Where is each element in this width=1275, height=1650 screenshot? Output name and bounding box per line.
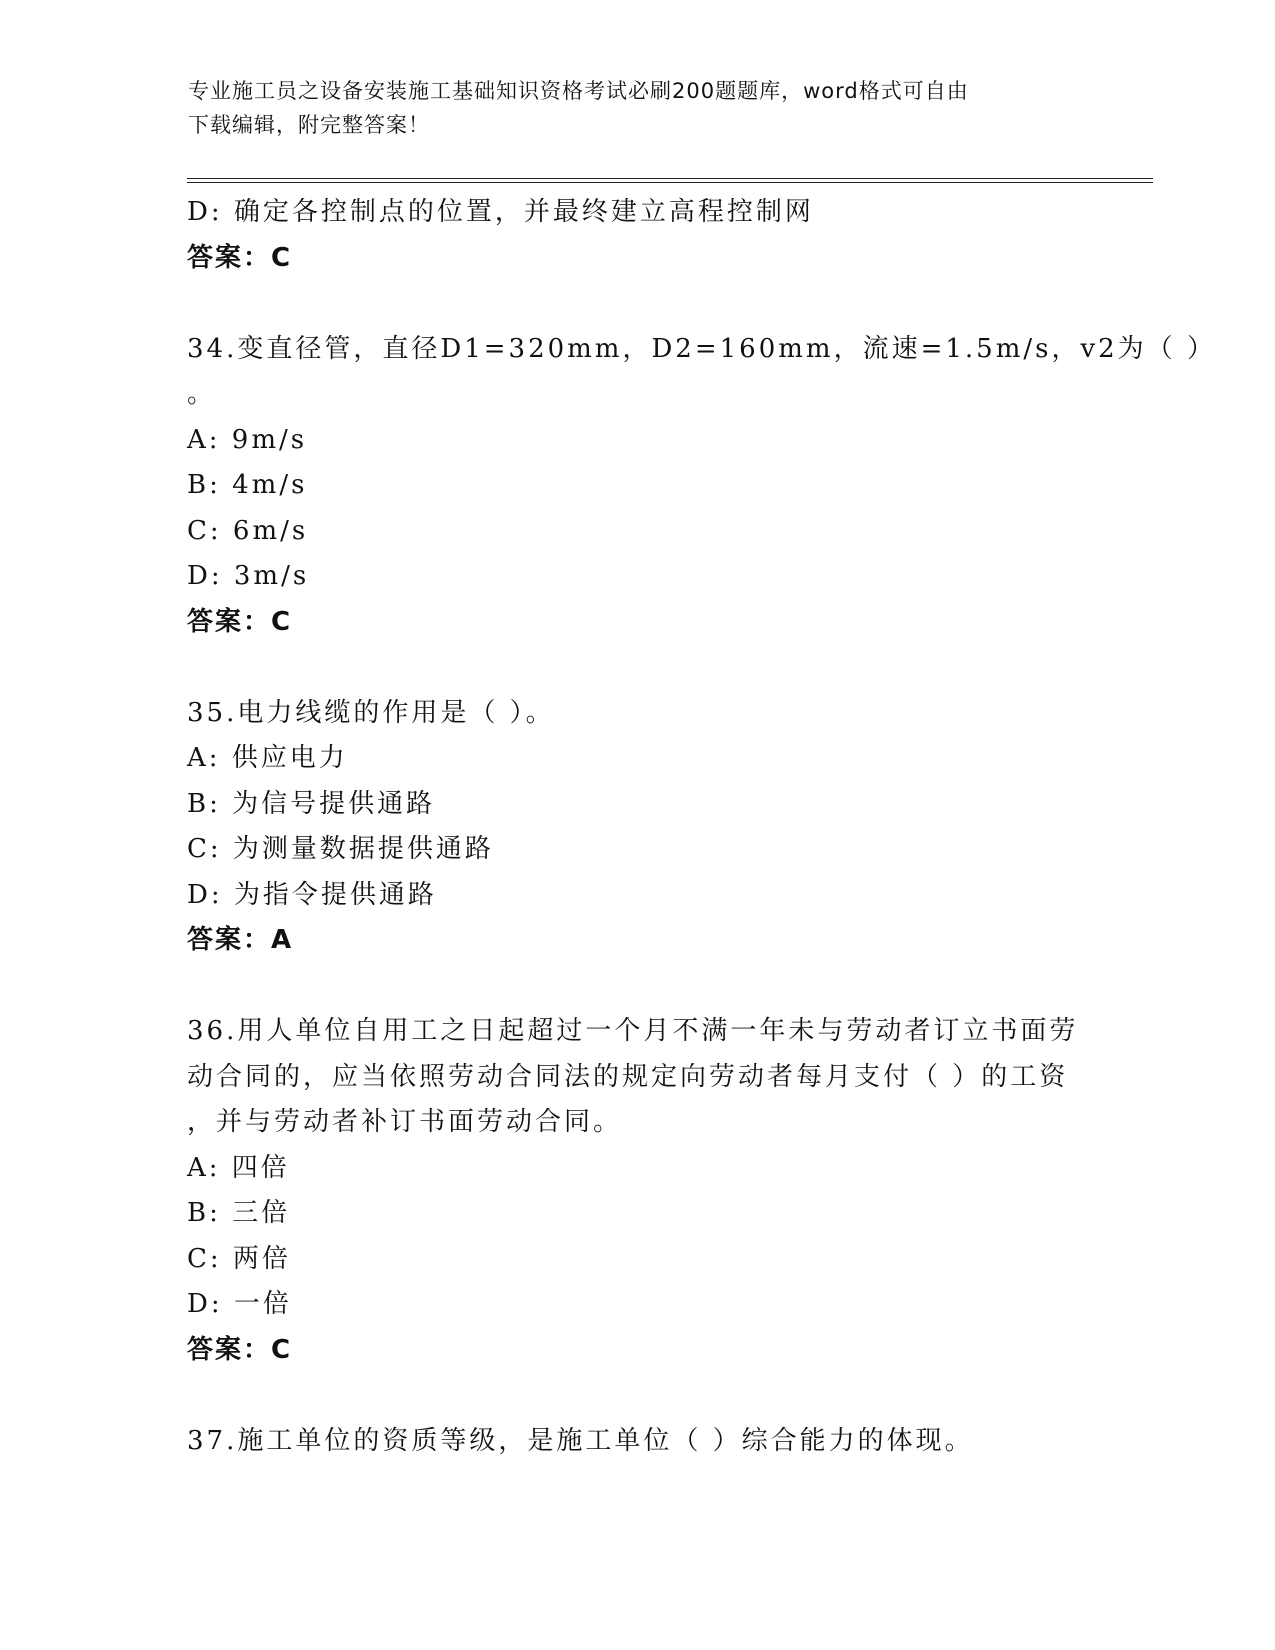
page-header bbox=[188, 74, 1088, 142]
question-36-option-c: C: 两倍 bbox=[187, 1243, 291, 1274]
question-35-answer: 答案：A bbox=[187, 925, 294, 955]
question-36-option-a: A: 四倍 bbox=[187, 1152, 290, 1183]
question-34-option-a: A: 9m/s bbox=[187, 424, 308, 455]
spacer bbox=[187, 964, 1087, 1010]
question-36-stem-line-1: 36.用人单位自用工之日起超过一个月不满一年未与劳动者订立书面劳 bbox=[187, 1016, 1079, 1046]
question-36-option-b: B: 三倍 bbox=[187, 1198, 291, 1228]
question-36-option-d: D: 一倍 bbox=[187, 1289, 292, 1319]
header-title-line-1: 专业施工员之设备安装施工基础知识资格考试必刷200题题库，word格式可自由 bbox=[188, 79, 969, 103]
question-34-stem-line-1: 34.变直径管，直径D1=320mm，D2=160mm，流速=1.5m/s，v2为（ ） bbox=[187, 333, 1216, 364]
question-36-answer: 答案：C bbox=[187, 1334, 293, 1365]
spacer bbox=[187, 645, 1087, 691]
question-36-stem-line-2: 动合同的，应当依照劳动合同法的规定向劳动者每月支付（ ）的工资 bbox=[187, 1061, 1069, 1092]
question-34-stem-line-2: 。 bbox=[187, 379, 217, 409]
question-34-option-b: B: 4m/s bbox=[187, 470, 308, 500]
prev-answer: 答案：C bbox=[187, 242, 293, 273]
question-35-option-b: B: 为信号提供通路 bbox=[187, 788, 436, 819]
prev-option-d: D: 确定各控制点的位置，并最终建立高程控制网 bbox=[187, 197, 814, 227]
question-list bbox=[187, 190, 1216, 1464]
spacer bbox=[187, 1373, 1087, 1419]
question-35 bbox=[187, 691, 1087, 964]
question-37 bbox=[187, 1419, 1087, 1465]
question-35-option-a: A: 供应电力 bbox=[187, 743, 348, 773]
question-34-answer: 答案：C bbox=[187, 606, 293, 637]
header-divider-bottom bbox=[187, 182, 1153, 183]
question-35-option-c: C: 为测量数据提供通路 bbox=[187, 834, 494, 864]
question-36-stem-line-3: ，并与劳动者补订书面劳动合同。 bbox=[187, 1107, 623, 1137]
question-37-stem: 37.施工单位的资质等级，是施工单位（ ）综合能力的体现。 bbox=[187, 1425, 974, 1456]
question-34-option-d: D: 3m/s bbox=[187, 561, 310, 591]
question-36 bbox=[187, 1009, 1087, 1373]
question-35-stem: 35.电力线缆的作用是（ ）。 bbox=[187, 697, 555, 728]
spacer bbox=[187, 281, 1087, 327]
question-35-option-d: D: 为指令提供通路 bbox=[187, 879, 437, 910]
header-title-line-2: 下载编辑，附完整答案！ bbox=[188, 113, 430, 137]
question-34 bbox=[187, 327, 1216, 646]
question-34-option-c: C: 6m/s bbox=[187, 515, 309, 546]
header-divider-top bbox=[187, 178, 1153, 179]
